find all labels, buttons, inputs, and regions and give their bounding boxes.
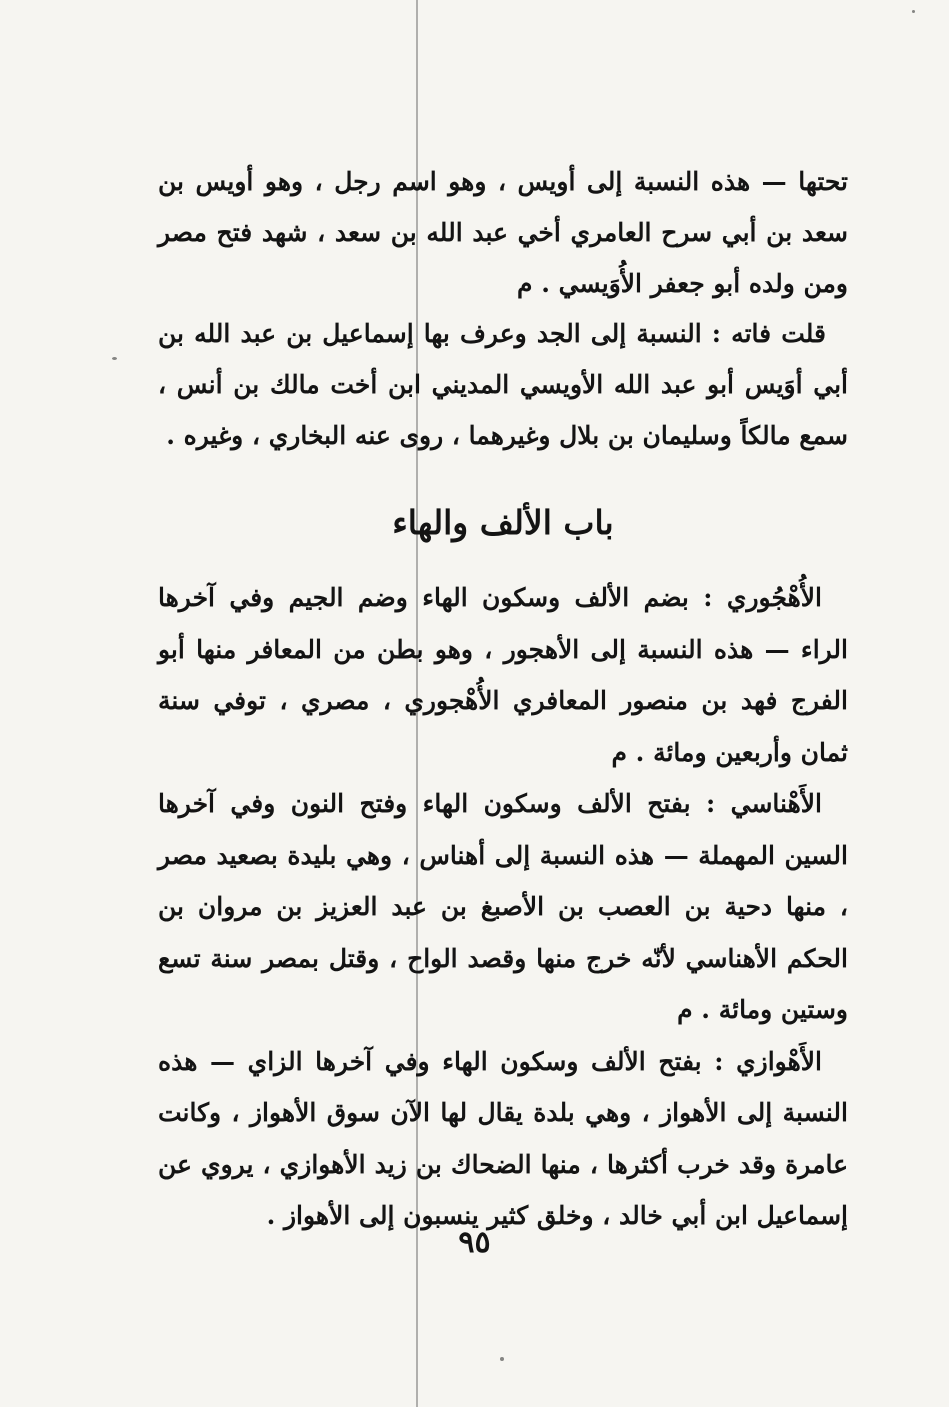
entry-text: : بضم الألف وسكون الهاء وضم الجيم وفي آخرها الراء — هذه النسبة إلى الأهجور ، وهو بطن من المعافر منها أبو الفرج فهد بن منصور المعافري الأُهْجوري ، مصري ، توفي سنة ثمان وأربعين ومائة . م	[158, 583, 848, 767]
entry-term: الأُهْجُوري	[726, 583, 822, 612]
continuation-text: تحتها — هذه النسبة إلى أويس ، وهو اسم رجل ، وهو أويس بن سعد بن أبي سرح العامري أخي عبد الله بن سعد ، شهد فتح مصر ومن ولده أبو جعفر الأُوَيسي . م	[158, 167, 848, 298]
entry-text: : بفتح الألف وسكون الهاء وفتح النون وفي آخرها السين المهملة — هذه النسبة إلى أهناس ، وهي بليدة بصعيد مصر ، منها دحية بن العصب بن الأصبغ بن عبد العزيز بن مروان بن الحكم الأهناسي لأنّه خرج منها وقصد الواح ، وقتل بمصر سنة تسع وستين ومائة . م	[158, 789, 848, 1024]
entry-term: الأَهْناسي	[730, 789, 822, 818]
entry-ahjuri	[158, 572, 848, 778]
note-paragraph	[158, 308, 848, 461]
entries-list	[158, 572, 848, 1242]
continuation-paragraph	[158, 156, 848, 309]
entry-ahnasi	[158, 778, 848, 1036]
entry-text: : بفتح الألف وسكون الهاء وفي آخرها الزاي — هذه النسبة إلى الأهواز ، وهي بلدة يقال لها الآن سوق الأهواز ، وكانت عامرة وقد خرب أكثرها ، منها الضحاك بن زيد الأهوازي ، يروي عن إسماعيل ابن أبي خالد ، وخلق كثير ينسبون إلى الأهواز .	[158, 1046, 848, 1230]
entry-term: الأَهْوازي	[736, 1046, 822, 1076]
entry-ahwazi	[158, 1036, 848, 1242]
section-heading: باب الألف والهاء	[392, 503, 614, 542]
scan-speck	[912, 10, 915, 13]
scan-speck	[500, 1357, 504, 1361]
page-number: ٩٥	[458, 1225, 491, 1260]
scan-speck	[112, 357, 117, 360]
note-text: قلت فاته : النسبة إلى الجد وعرف بها إسماعيل بن عبد الله بن أبي أوَيس أبو عبد الله الأويسي المديني ابن أخت مالك بن أنس ، سمع مالكاً وسليمان بن بلال وغيرهما ، روى عنه البخاري ، وغيره .	[158, 319, 848, 450]
